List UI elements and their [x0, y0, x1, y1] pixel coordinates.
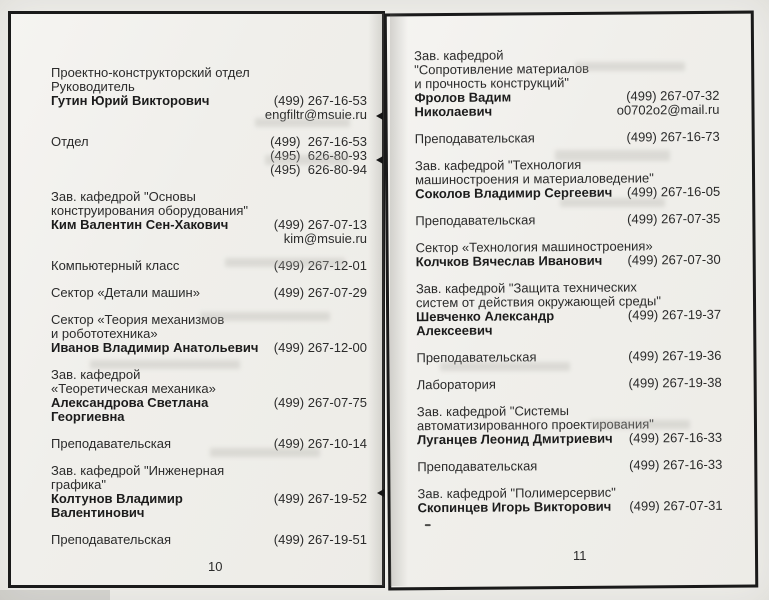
person-name: Фролов Вадим — [414, 89, 512, 106]
binding-shadow-right — [390, 14, 408, 586]
directory-entry — [51, 66, 367, 122]
phone-value: (495) 626-80-94 — [270, 162, 367, 177]
entry-line — [416, 308, 721, 324]
entry-line — [51, 410, 367, 424]
directory-entry — [51, 533, 367, 547]
directory-entry — [417, 458, 722, 474]
entry-line — [51, 341, 367, 355]
bleed-through-smudge — [265, 155, 350, 165]
email-value: kim@msuie.ru — [283, 231, 367, 246]
entry-label: и робототехника» — [51, 326, 158, 341]
bleed-through-smudge — [560, 198, 665, 207]
phone-value: (499) 267-16-33 — [628, 429, 723, 446]
entry-line — [51, 204, 367, 218]
person-name: Колчков Вячеслав Иванович — [415, 252, 603, 270]
ink-speck — [425, 524, 431, 526]
entry-label: Преподавательская — [414, 130, 535, 147]
bleed-through-smudge — [210, 448, 320, 457]
person-name: Валентинович — [51, 505, 145, 520]
directory-entry — [415, 212, 720, 228]
entry-label: Лаборатория — [416, 376, 496, 393]
person-name: Луганцев Леонид Дмитриевич — [417, 430, 613, 448]
phone-value: (499) 267-07-32 — [626, 87, 720, 104]
email-value: o0702o2@mail.ru — [616, 101, 720, 118]
entry-label: Сектор «Детали машин» — [51, 285, 200, 300]
bleed-through-smudge — [225, 258, 345, 267]
entry-line — [415, 212, 720, 228]
binding-shadow-left — [368, 13, 384, 586]
entry-label: Зав. кафедрой "Системы — [416, 403, 569, 420]
entry-line — [417, 431, 722, 447]
entry-line — [51, 368, 367, 382]
directory-entry — [51, 286, 367, 300]
bleed-through-smudge — [590, 420, 690, 429]
scan-corner-shade — [0, 590, 110, 600]
bleed-through-smudge — [255, 118, 350, 127]
phone-value: (499) 267-16-53 — [270, 134, 367, 149]
person-name: Скопинцев Игорь Викторович — [417, 498, 612, 516]
entry-line — [51, 464, 367, 478]
entry-label: Преподавательская — [415, 212, 536, 229]
entry-label: Зав. кафедрой — [51, 367, 141, 382]
entry-label: «Теоретическая механика» — [51, 381, 216, 396]
entry-line — [51, 327, 367, 341]
person-name: Николаевич — [414, 103, 493, 120]
phone-value: (499) 267-19-38 — [628, 374, 722, 391]
phone-value: (499) 267-19-37 — [627, 306, 722, 323]
entry-line — [51, 190, 367, 204]
entry-label: Зав. кафедрой "Основы — [51, 189, 196, 204]
entry-line — [51, 94, 367, 108]
page-right-entries — [414, 47, 723, 515]
entry-line — [51, 163, 367, 177]
entry-line — [51, 382, 367, 396]
phone-value: (499) 267-10-14 — [273, 436, 367, 451]
entry-label: Руководитель — [51, 79, 135, 94]
phone-value: (499) 267-16-73 — [626, 128, 720, 145]
entry-label: Сектор «Технология машиностроения» — [415, 238, 653, 256]
person-name: Ким Валентин Сен-Хакович — [51, 217, 229, 232]
entry-label: Зав. кафедрой "Защита технических — [415, 279, 637, 297]
entry-label: Компьютерный класс — [51, 258, 180, 273]
staple-notch — [377, 489, 384, 497]
directory-entry — [417, 376, 722, 392]
entry-label: Зав. кафедрой — [414, 47, 504, 64]
directory-entry — [51, 464, 367, 520]
entry-line — [51, 66, 367, 80]
entry-label: конструирования оборудования" — [51, 203, 249, 218]
person-name: Соколов Владимир Сергеевич — [415, 184, 613, 202]
entry-line — [51, 506, 367, 520]
directory-entry — [51, 368, 367, 424]
entry-label: Проектно-конструкторский отдел — [51, 65, 250, 80]
entry-line — [51, 232, 367, 246]
entry-label: Отдел — [51, 134, 89, 149]
phone-value: (495) 626-80-93 — [270, 148, 367, 163]
page-number-left: 10 — [208, 559, 223, 574]
entry-line — [51, 218, 367, 232]
page-right — [384, 11, 759, 591]
phone-value: (499) 267-12-00 — [273, 340, 367, 355]
phone-value: (499) 267-07-30 — [627, 251, 721, 268]
phone-value: (499) 267-19-52 — [273, 491, 367, 506]
entry-label: Зав. кафедрой "Полимерсервис" — [417, 484, 616, 502]
person-name: Георгиевна — [51, 409, 125, 424]
person-name: Гутин Юрий Викторович — [51, 93, 210, 108]
entry-label: Зав. кафедрой "Инженерная — [51, 463, 225, 478]
entry-label: Преподавательская — [51, 436, 172, 451]
phone-value: (499) 267-07-35 — [627, 210, 721, 227]
bleed-through-smudge — [90, 360, 240, 369]
entry-label: Преподавательская — [416, 349, 537, 366]
phone-value: (499) 267-16-33 — [629, 456, 723, 473]
entry-label: систем от действия окружающей среды" — [415, 293, 661, 311]
entry-line — [51, 286, 367, 300]
directory-entry — [51, 190, 367, 246]
directory-entry — [417, 485, 722, 515]
entry-label: "Сопротивление материалов — [414, 60, 590, 78]
directory-entry — [416, 239, 721, 269]
entry-label: Зав. кафедрой "Технология — [414, 156, 582, 174]
entry-label: Сектор «Теория механизмов — [51, 312, 225, 327]
email-value: engfiltr@msuie.ru — [264, 107, 367, 122]
entry-line — [51, 80, 367, 94]
entry-line — [417, 458, 722, 474]
entry-label: и прочность конструкций" — [414, 75, 570, 92]
directory-entry — [415, 157, 720, 201]
directory-entry — [416, 280, 721, 338]
entry-label: машиностроения и материаловедение" — [414, 170, 654, 188]
staple-notch — [376, 112, 383, 120]
entry-label: графика" — [51, 477, 106, 492]
phone-value: (499) 267-07-75 — [273, 395, 367, 410]
phone-value: (499) 267-07-13 — [273, 217, 367, 232]
phone-value: (499) 267-12-01 — [273, 258, 367, 273]
bleed-through-smudge — [575, 62, 685, 71]
entry-line — [416, 253, 721, 269]
entry-line — [416, 322, 721, 338]
entry-label: автоматизированного проектирования" — [416, 416, 654, 434]
directory-entry — [415, 130, 720, 146]
entry-label: Преподавательская — [417, 458, 538, 475]
phone-value: (499) 267-07-29 — [273, 285, 367, 300]
person-name: Александрова Светлана — [51, 395, 209, 410]
entry-line — [51, 396, 367, 410]
bleed-through-smudge — [555, 150, 670, 161]
bleed-through-smudge — [200, 312, 330, 321]
entry-line — [51, 135, 367, 149]
bleed-through-smudge — [440, 362, 570, 371]
entry-line — [51, 492, 367, 506]
phone-value: (499) 267-07-31 — [629, 497, 723, 514]
page-number-right: 11 — [572, 547, 587, 563]
entry-line — [51, 478, 367, 492]
phone-value: (499) 267-16-05 — [626, 183, 721, 200]
entry-line — [51, 533, 367, 547]
entry-label: Преподавательская — [51, 532, 172, 547]
directory-entry — [414, 47, 720, 119]
entry-line — [417, 376, 722, 392]
person-name: Алексеевич — [416, 322, 493, 339]
page-left — [8, 11, 385, 588]
person-name: Колтунов Владимир — [51, 491, 183, 506]
person-name: Иванов Владимир Анатольевич — [51, 340, 259, 355]
entry-line — [418, 499, 723, 515]
phone-value: (499) 267-16-53 — [273, 93, 367, 108]
phone-value: (499) 267-19-51 — [273, 532, 367, 547]
staple-notch — [376, 156, 383, 164]
person-name: Шевченко Александр — [416, 308, 555, 325]
entry-line — [415, 130, 720, 146]
phone-value: (499) 267-19-36 — [628, 347, 722, 364]
page-left-entries — [51, 66, 367, 547]
entry-line — [414, 103, 719, 119]
